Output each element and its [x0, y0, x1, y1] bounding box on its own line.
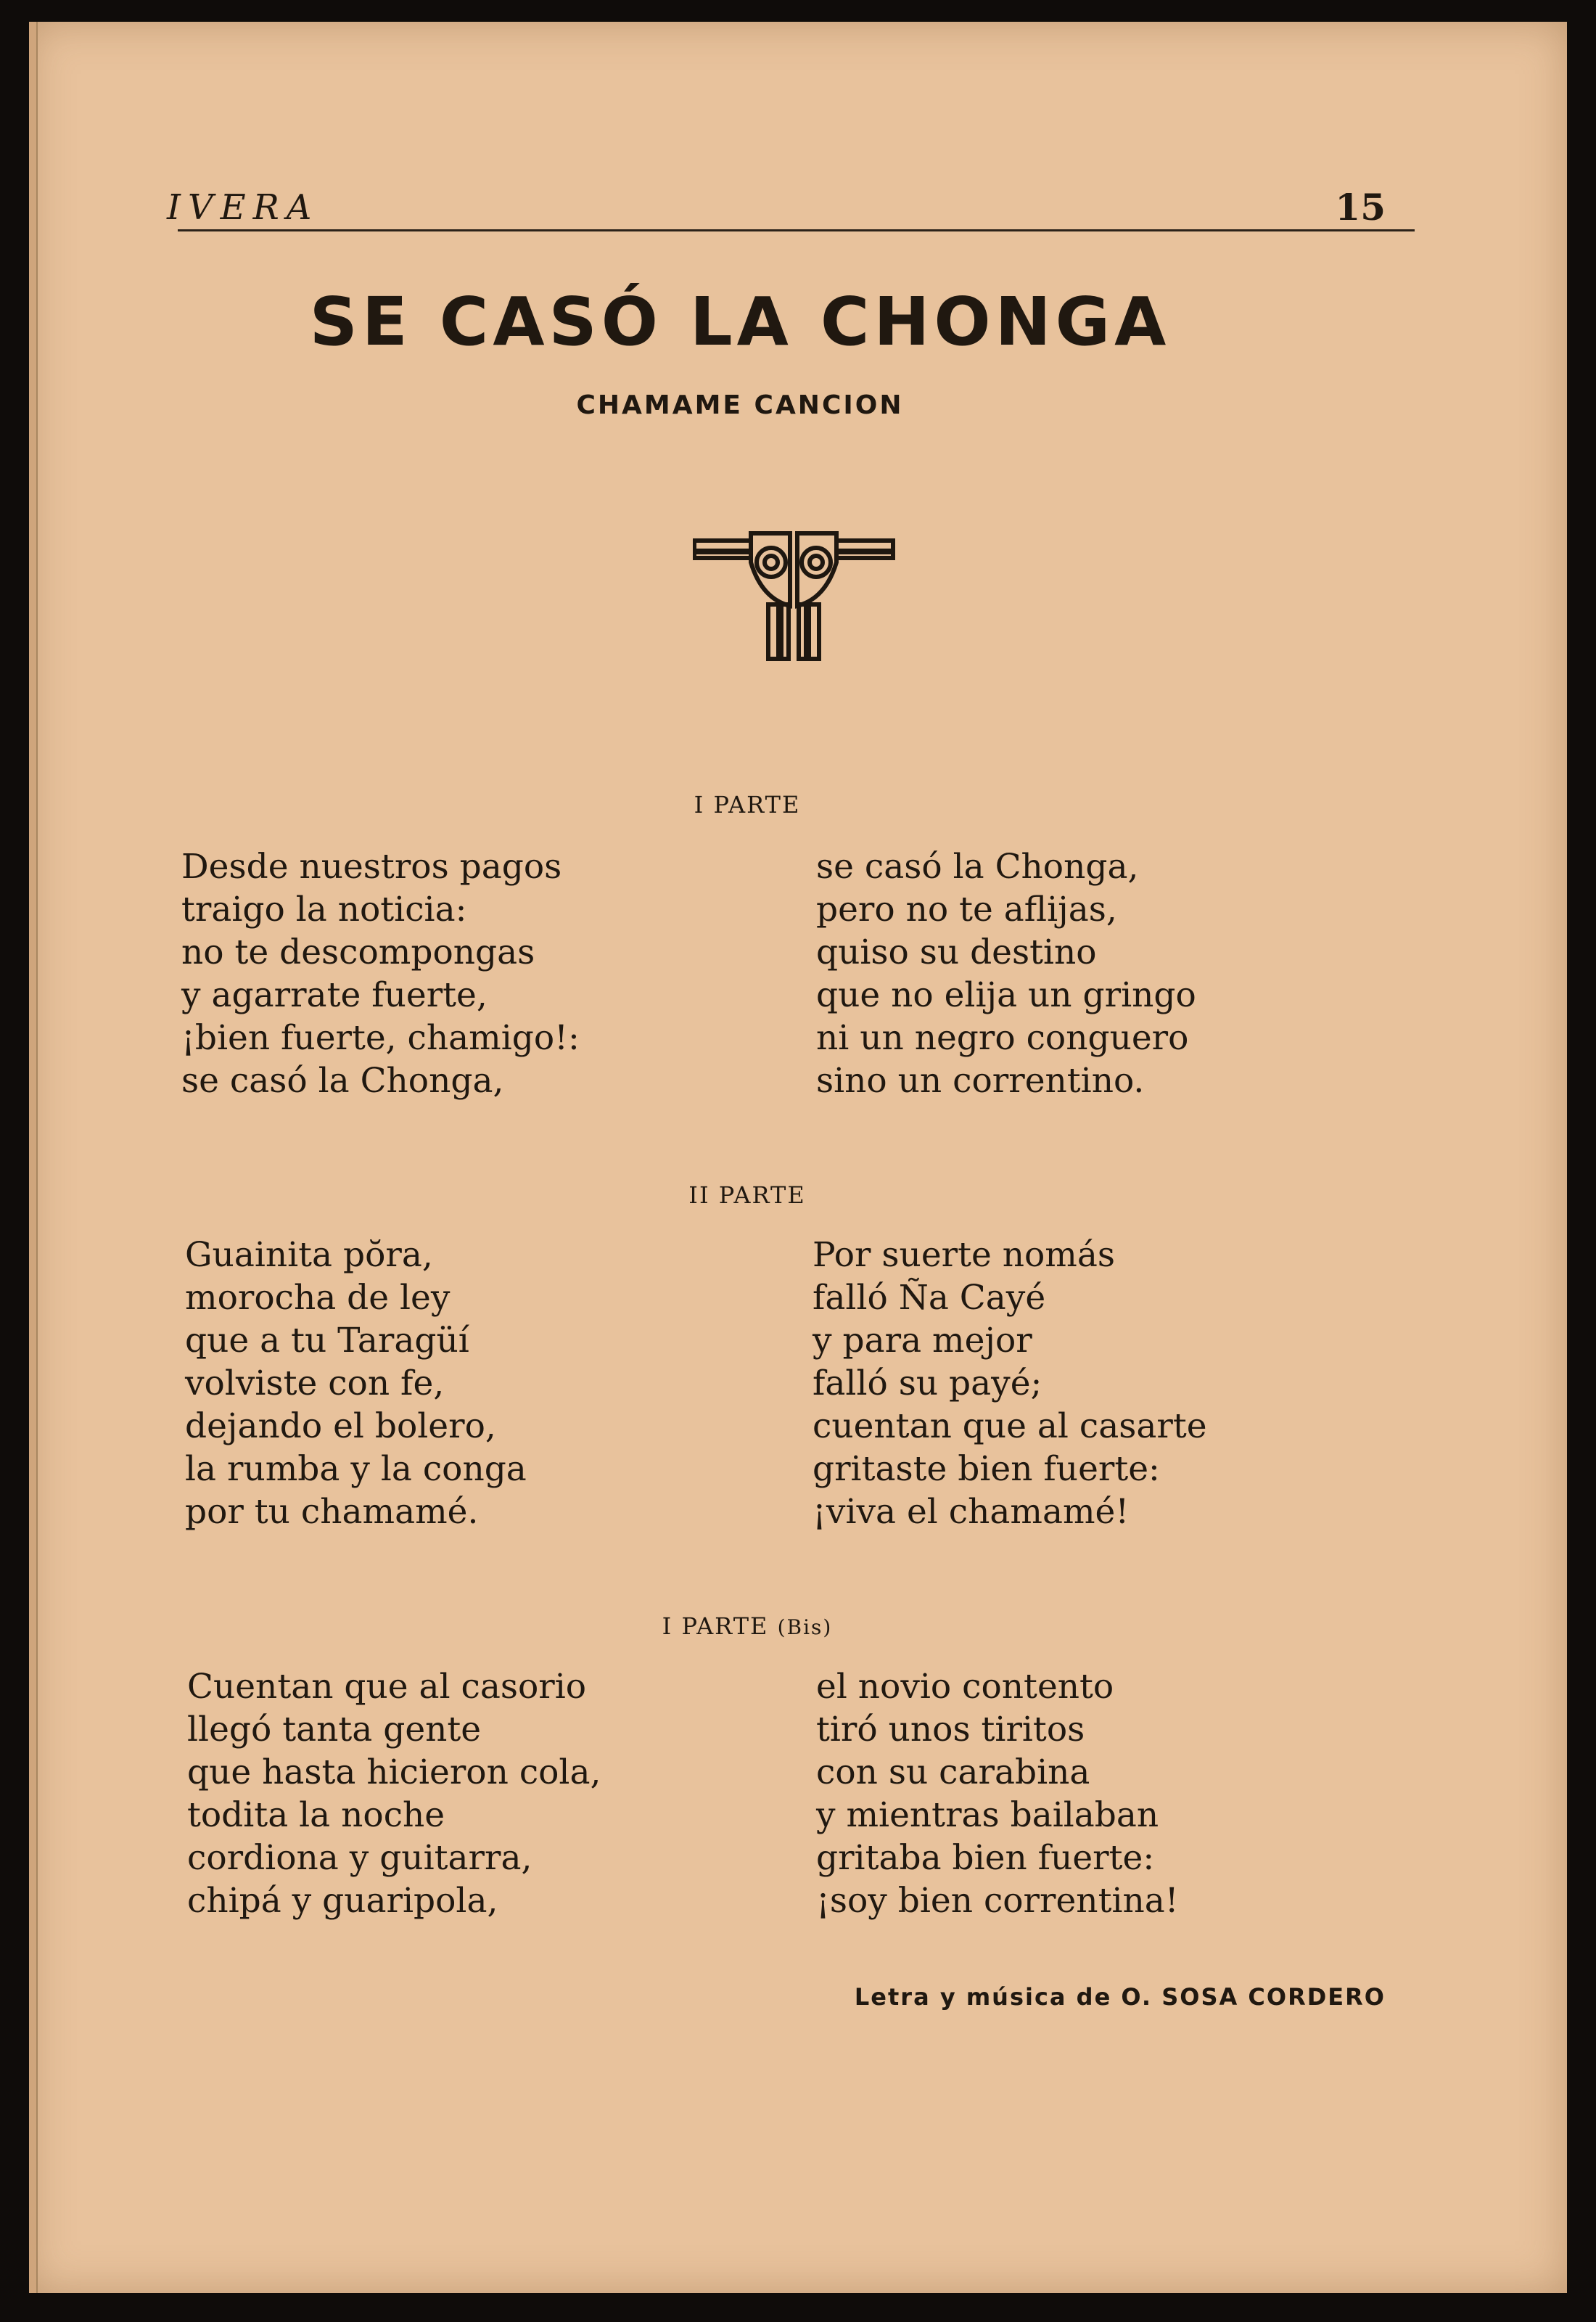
verse-line: cordiona y guitarra, [187, 1838, 532, 1878]
verse-line: falló su payé; [813, 1363, 1042, 1403]
verse-line: chipá y guaripola, [187, 1881, 498, 1921]
verse-line: y agarrate fuerte, [181, 975, 488, 1015]
page-spine [29, 22, 38, 2293]
verse-line: se casó la Chonga, [181, 1061, 504, 1101]
section-label-2 [29, 1181, 1516, 1209]
stanza-2-right [813, 1234, 1207, 1533]
verse-line: se casó la Chonga, [816, 847, 1139, 887]
verse-line: Guainita pŏra, [185, 1235, 433, 1275]
verse-line: que a tu Taragüí [185, 1321, 469, 1361]
verse-line: Cuentan que al casorio [187, 1667, 587, 1707]
verse-line: con su carabina [816, 1752, 1090, 1792]
verse-line: ¡bien fuerte, chamigo!: [181, 1018, 580, 1058]
verse-line: y mientras bailaban [816, 1795, 1159, 1835]
stanza-1-right [816, 845, 1196, 1102]
section-label-text: I PARTE [662, 1612, 769, 1640]
verse-line: volviste con fe, [185, 1363, 445, 1403]
verse-line: el novio contento [816, 1667, 1114, 1707]
song-genre: CHAMAME CANCION [576, 390, 904, 420]
verse-line: Por suerte nomás [813, 1235, 1116, 1275]
verse-line: ¡viva el chamamé! [813, 1492, 1130, 1532]
verse-line: traigo la noticia: [181, 890, 467, 930]
verse-line: quiso su destino [816, 932, 1097, 972]
verse-line: todita la noche [187, 1795, 445, 1835]
running-head: IVERA [167, 187, 319, 228]
verse-line: que hasta hicieron cola, [187, 1752, 601, 1792]
page-number: 15 [1335, 186, 1386, 229]
verse-line: y para mejor [813, 1321, 1032, 1361]
section-label-text: I PARTE [694, 791, 801, 819]
verse-line: gritaba bien fuerte: [816, 1838, 1155, 1878]
verse-line: la rumba y la conga [185, 1449, 527, 1489]
book-page [29, 22, 1567, 2293]
section-label-1 [29, 791, 1516, 819]
stanza-1-left [181, 845, 580, 1102]
verse-line: ni un negro conguero [816, 1018, 1189, 1058]
verse-line: gritaste bien fuerte: [813, 1449, 1160, 1489]
song-title: SE CASÓ LA CHONGA [309, 283, 1171, 361]
verse-line: cuentan que al casarte [813, 1406, 1207, 1446]
section-label-text: II PARTE [688, 1181, 806, 1209]
verse-line: tiró unos tiritos [816, 1710, 1085, 1749]
verse-line: Desde nuestros pagos [181, 847, 562, 887]
song-credit: Letra y música de O. SOSA CORDERO [854, 1983, 1386, 2011]
stanza-3-left [187, 1665, 601, 1922]
stanza-3-right [816, 1665, 1179, 1922]
verse-line: llegó tanta gente [187, 1710, 482, 1749]
section-label-suffix: (Bis) [777, 1615, 833, 1639]
verse-line: pero no te aflijas, [816, 890, 1117, 930]
verse-line: ¡soy bien correntina! [816, 1881, 1179, 1921]
verse-line: morocha de ley [185, 1278, 451, 1318]
verse-line: falló Ña Cayé [813, 1278, 1046, 1318]
verse-line: no te descompongas [181, 932, 535, 972]
verse-line: por tu chamamé. [185, 1492, 479, 1532]
section-label-3 [29, 1612, 1516, 1640]
header-rule [178, 229, 1415, 231]
verse-line: que no elija un gringo [816, 975, 1196, 1015]
decorative-ornament-icon [693, 519, 896, 664]
verse-line: dejando el bolero, [185, 1406, 496, 1446]
stanza-2-left [185, 1234, 527, 1533]
verse-line: sino un correntino. [816, 1061, 1145, 1101]
